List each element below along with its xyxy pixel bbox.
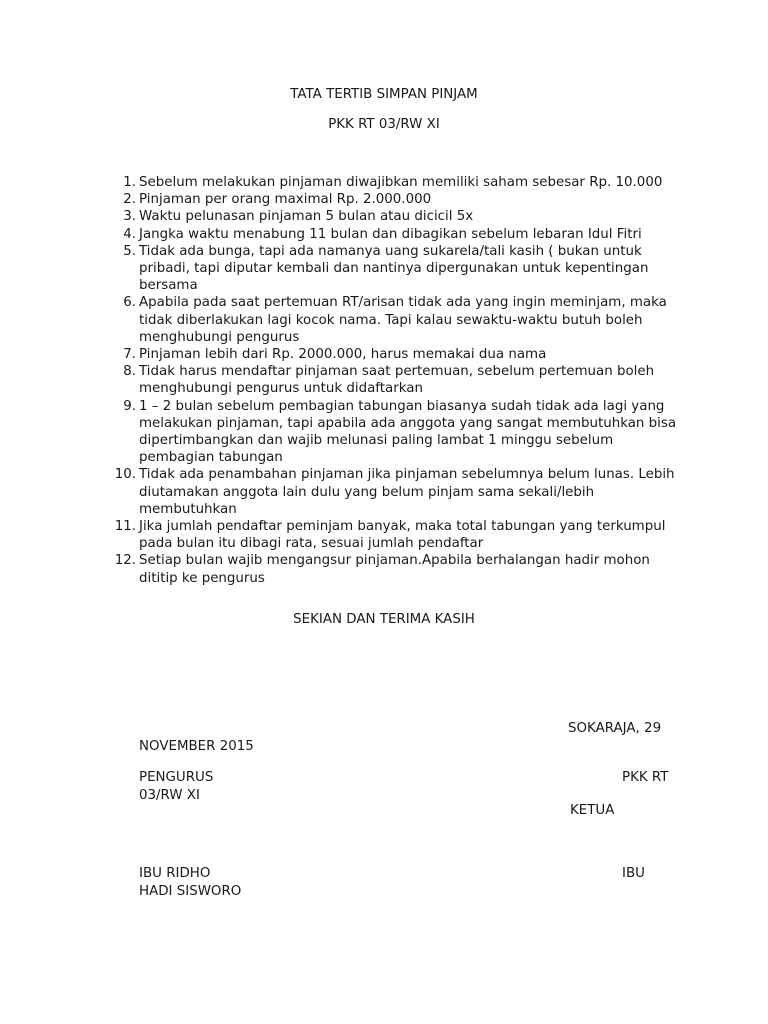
rule-item — [112, 191, 682, 208]
rule-number: 12. — [114, 553, 136, 569]
rule-text: Tidak harus mendaftar pinjaman saat pertemuan, sebelum pertemuan boleh menghubungi pengurus untuk didaftarkan — [139, 364, 655, 397]
rule-number: 5. — [123, 243, 136, 259]
rule-item — [112, 243, 682, 295]
rule-item — [112, 346, 682, 363]
rules-list — [112, 174, 682, 587]
rule-text: Sebelum melakukan pinjaman diwajibkan memiliki saham sebesar Rp. 10.000 — [139, 175, 663, 190]
date-month-year: NOVEMBER 2015 — [139, 739, 254, 754]
rule-item — [112, 466, 682, 518]
signature-right-org-cont: 03/RW XI — [139, 788, 200, 803]
document-title: TATA TERTIB SIMPAN PINJAM — [290, 87, 478, 102]
rule-text: Tidak ada bunga, tapi ada namanya uang sukarela/tali kasih ( bukan untuk pribadi, tapi diputar kembali dan nantinya dipergunakan untuk kepentingan bersama — [139, 243, 649, 294]
rule-item — [112, 552, 682, 586]
signature-right-org: PKK RT — [622, 770, 669, 785]
rule-text: Tidak ada penambahan pinjaman jika pinjaman sebelumnya belum lunas. Lebih diutamakan anggota lain dulu yang belum pinjam sama sekali/lebih membutuhkan — [139, 467, 675, 517]
place-date: SOKARAJA, 29 — [568, 721, 662, 736]
rule-text: Setiap bulan wajib mengangsur pinjaman.Apabila berhalangan hadir mohon dititip ke pengurus — [139, 553, 650, 586]
signature-right-name-cont: HADI SISWORO — [139, 884, 242, 899]
signature-right-role: KETUA — [570, 803, 615, 818]
rule-number: 1. — [123, 175, 136, 190]
rule-text: Waktu pelunasan pinjaman 5 bulan atau dicicil 5x — [139, 209, 474, 225]
rule-text: Apabila pada saat pertemuan RT/arisan tidak ada yang ingin meminjam, maka tidak diberlakukan lagi kocok nama. Tapi kalau sewaktu-waktu butuh boleh menghubungi pengurus — [139, 295, 667, 345]
rule-item — [112, 518, 682, 552]
rule-number: 4. — [123, 226, 136, 242]
rule-number: 11. — [114, 519, 136, 535]
rule-item — [112, 208, 682, 225]
rule-item — [112, 174, 682, 191]
closing-text: SEKIAN DAN TERIMA KASIH — [293, 612, 475, 627]
signature-left-name: IBU RIDHO — [139, 866, 211, 881]
rule-text: Pinjaman lebih dari Rp. 2000.000, harus memakai dua nama — [139, 347, 547, 363]
rule-number: 8. — [123, 364, 136, 380]
rule-text: Jika jumlah pendaftar peminjam banyak, maka total tabungan yang terkumpul pada bulan itu dibagi rata, sesuai jumlah pendaftar — [139, 519, 666, 552]
rule-item — [112, 363, 682, 397]
rule-number: 10. — [114, 467, 136, 483]
rule-item — [112, 226, 682, 243]
rule-item — [112, 294, 682, 346]
signature-right-name: IBU — [622, 866, 645, 881]
rule-text: Pinjaman per orang maximal Rp. 2.000.000 — [139, 192, 432, 208]
rule-number: 7. — [123, 347, 136, 363]
rule-item — [112, 398, 682, 467]
signature-left-role: PENGURUS — [139, 770, 214, 785]
rule-number: 6. — [123, 295, 136, 311]
document-subtitle: PKK RT 03/RW XI — [328, 117, 440, 132]
rule-number: 3. — [123, 209, 136, 225]
rule-text: Jangka waktu menabung 11 bulan dan dibagikan sebelum lebaran Idul Fitri — [139, 226, 642, 242]
rule-text: 1 – 2 bulan sebelum pembagian tabungan biasanya sudah tidak ada lagi yang melakukan pinjaman, tapi apabila ada anggota yang sangat membutuhkan bisa dipertimbangkan dan wajib melunasi paling lambat 1 minggu sebelum pembagian tabungan — [139, 398, 677, 466]
rule-number: 2. — [123, 192, 136, 208]
rule-number: 9. — [123, 398, 136, 414]
